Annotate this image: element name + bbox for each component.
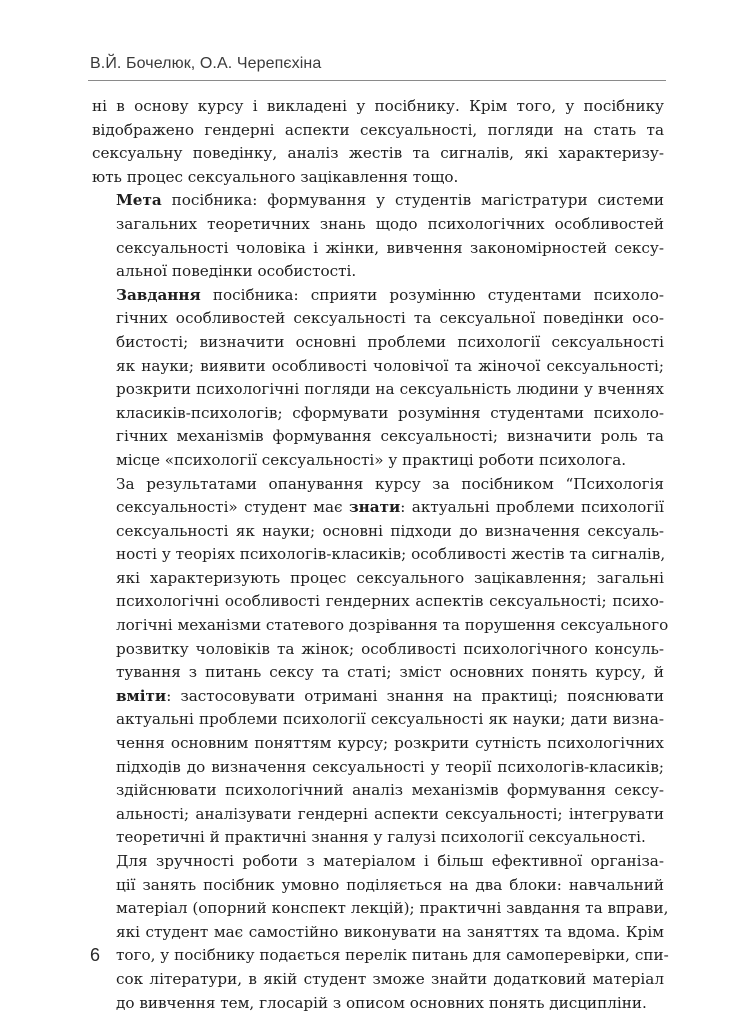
text-line: до вивчення тем, глосарій з описом основних понять дисципліни. <box>116 993 647 1012</box>
text-line: класиків-психологів; сформувати розуміння студентами психоло- <box>116 403 664 422</box>
text-line: Для зручності роботи з матеріалом і більш ефективної організа- <box>116 852 664 870</box>
text-line: матеріал (опорний конспект лекцій); практичні завдання та вправи, <box>116 899 669 918</box>
text-line: здійснювати психологічний аналіз механізмів формування сексу- <box>116 781 664 800</box>
text-line: загальних теоретичних знань щодо психологічних особливостей <box>116 214 664 233</box>
text-line: сексуальності чоловіка і жінки, вивчення закономірностей сексу- <box>116 238 664 257</box>
text-line: альної поведінки особистості. <box>116 262 357 281</box>
text-line: ності у теоріях психологів-класиків; особливості жестів та сигналів, <box>116 545 666 564</box>
paragraph <box>92 473 669 851</box>
page-number: 6 <box>90 945 101 965</box>
text-line: відображено гендерні аспекти сексуальності, погляди на стать та <box>92 120 664 139</box>
emphasis-term: вміти <box>116 686 167 705</box>
text-line: вміти: застосовувати отримані знання на практиці; пояснювати <box>116 686 664 705</box>
running-head: В.Й. Бочелюк, О.А. Черепєхіна <box>90 55 322 72</box>
header-rule <box>88 80 666 81</box>
text-line: ції занять посібник умовно поділяється на два блоки: навчальний <box>116 875 664 894</box>
text-line: підходів до визначення сексуальності у теорії психологів-класиків; <box>116 757 664 776</box>
paragraph <box>92 284 664 473</box>
text-line: тування з питань сексу та статі; зміст основних понять курсу, й <box>116 663 664 682</box>
text-line: розкрити психологічні погляди на сексуальність людини у вченнях <box>116 380 664 399</box>
paragraph <box>92 95 664 189</box>
text-line: ють процес сексуального зацікавлення тощо. <box>92 167 459 186</box>
text-line: сексуальну поведінку, аналіз жестів та сигналів, які характеризу- <box>92 144 664 163</box>
body-text <box>92 95 669 1015</box>
text-line: психологічні особливості гендерних аспектів сексуальності; психо- <box>116 592 664 611</box>
text-line: які студент має самостійно виконувати на заняттях та вдома. Крім <box>116 922 664 941</box>
paragraph <box>92 850 669 1015</box>
emphasis-term: знати <box>348 498 401 517</box>
text-line: актуальні проблеми психології сексуальності як науки; дати визна- <box>116 710 664 729</box>
lead-term: Завдання <box>116 285 201 304</box>
lead-term: Мета <box>116 191 162 210</box>
text-line: Мета посібника: формування у студентів магістратури системи <box>116 191 664 210</box>
text-line: гічних механізмів формування сексуальності; визначити роль та <box>116 427 664 446</box>
text-line: альності; аналізувати гендерні аспекти сексуальності; інтегрувати <box>116 804 664 823</box>
text-line: ні в основу курсу і викладені у посібнику. Крім того, у посібнику <box>92 97 664 115</box>
text-line: теоретичні й практичні знання у галузі психології сексуальності. <box>116 828 646 847</box>
text-line: сок літератури, в якій студент зможе знайти додатковий матеріал <box>116 969 664 988</box>
paragraph <box>92 189 664 283</box>
text-line: сексуальності» студент має знати: актуальні проблеми психології <box>116 498 664 517</box>
text-line: чення основним поняттям курсу; розкрити сутність психологічних <box>116 734 664 753</box>
text-line: розвитку чоловіків та жінок; особливості психологічного консуль- <box>116 639 664 658</box>
text-line: як науки; виявити особливості чоловічої та жіночої сексуальності; <box>116 356 664 375</box>
text-line: логічні механізми статевого дозрівання та порушення сексуального <box>116 616 669 635</box>
text-line: гічних особливостей сексуальності та сексуальної поведінки осо- <box>116 309 664 328</box>
text-line: бистості; визначити основні проблеми психології сексуальності <box>116 332 664 351</box>
text-line: які характеризують процес сексуального зацікавлення; загальні <box>116 568 664 587</box>
text-line: місце «психології сексуальності» у практиці роботи психолога. <box>116 450 627 469</box>
text-line: За результатами опанування курсу за посібником “Психологія <box>116 474 664 493</box>
text-line: того, у посібнику подається перелік питань для самоперевірки, спи- <box>116 946 669 965</box>
text-line: сексуальності як науки; основні підходи до визначення сексуаль- <box>116 521 664 540</box>
text-line: Завдання посібника: сприяти розумінню студентами психоло- <box>116 285 664 304</box>
